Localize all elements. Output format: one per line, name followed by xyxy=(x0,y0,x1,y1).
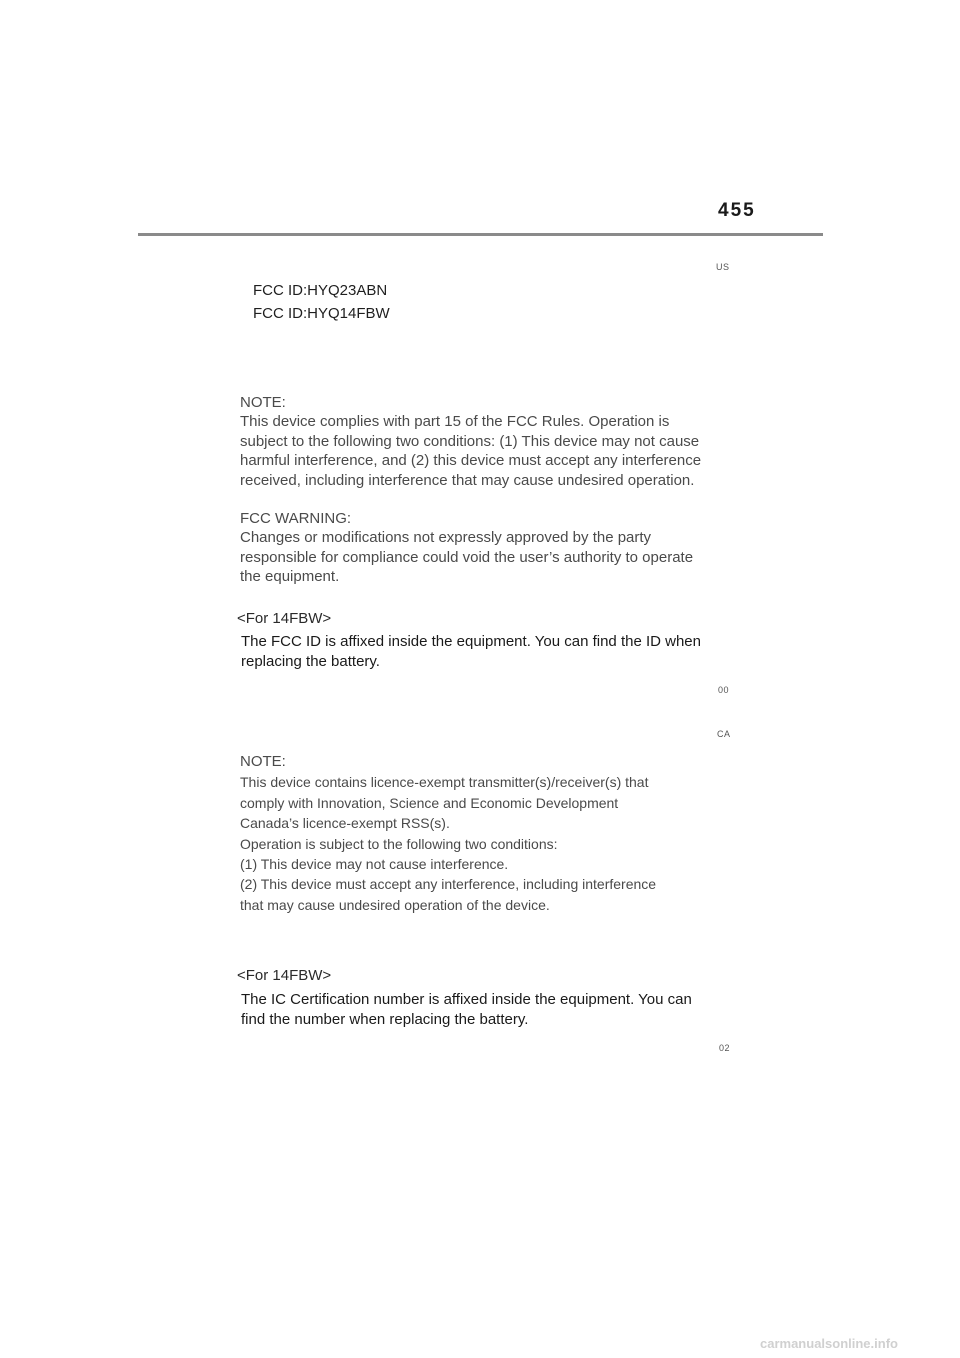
header-divider xyxy=(138,233,823,236)
region-tag-us: US xyxy=(716,262,730,272)
for-model-label-us: <For 14FBW> xyxy=(237,610,332,627)
section-code-ca: 02 xyxy=(719,1043,731,1053)
fcc-note-line: subject to the following two conditions: (1) This device may not cause xyxy=(240,432,700,450)
fcc-id-2: FCC ID:HYQ14FBW xyxy=(253,305,390,322)
fcc-note-line: harmful interference, and (2) this device must accept any interference xyxy=(240,452,702,470)
fcc-warning-title: FCC WARNING: xyxy=(240,510,352,528)
region-tag-ca: CA xyxy=(717,729,731,739)
ic-note-line: Operation is subject to the following two conditions: xyxy=(240,835,558,852)
fcc-id-location-note xyxy=(241,632,701,672)
fcc-note-line: This device complies with part 15 of the FCC Rules. Operation is xyxy=(240,413,670,431)
fcc-note-block xyxy=(240,393,701,587)
ic-note-line: (2) This device must accept any interference, including interference xyxy=(240,876,657,893)
ic-note-line: that may cause undesired operation of the device. xyxy=(240,896,550,913)
spacer xyxy=(240,490,701,509)
ic-note-title: NOTE: xyxy=(240,753,286,770)
ic-note-line: This device contains licence-exempt transmitter(s)/receiver(s) that xyxy=(240,774,649,791)
fcc-warning-line: Changes or modifications not expressly approved by the party xyxy=(240,529,652,547)
ic-note-line: Canada’s licence-exempt RSS(s). xyxy=(240,815,450,832)
fcc-warning-line: the equipment. xyxy=(240,568,340,586)
fcc-id-1: FCC ID:HYQ23ABN xyxy=(253,282,388,299)
for-model-label-ca: <For 14FBW> xyxy=(237,967,332,984)
site-watermark: carmanualsonline.info xyxy=(760,1336,898,1351)
ic-number-location-line: find the number when replacing the battery. xyxy=(241,1011,529,1028)
ic-note-line: (1) This device may not cause interference. xyxy=(240,856,509,873)
ic-note-block xyxy=(240,752,656,915)
fcc-warning-line: responsible for compliance could void the user’s authority to operate xyxy=(240,548,694,566)
fcc-note-title: NOTE: xyxy=(240,394,286,411)
page-number: 455 xyxy=(718,200,756,221)
ic-note-line: comply with Innovation, Science and Economic Development xyxy=(240,794,619,811)
ic-number-location-note xyxy=(241,990,692,1030)
fcc-id-location-line: The FCC ID is affixed inside the equipment. You can find the ID when xyxy=(241,633,701,650)
fcc-id-location-line: replacing the battery. xyxy=(241,653,380,670)
ic-number-location-line: The IC Certification number is affixed inside the equipment. You can xyxy=(241,991,692,1008)
section-code-us: 00 xyxy=(718,685,730,695)
fcc-note-line: received, including interference that may cause undesired operation. xyxy=(240,471,695,489)
